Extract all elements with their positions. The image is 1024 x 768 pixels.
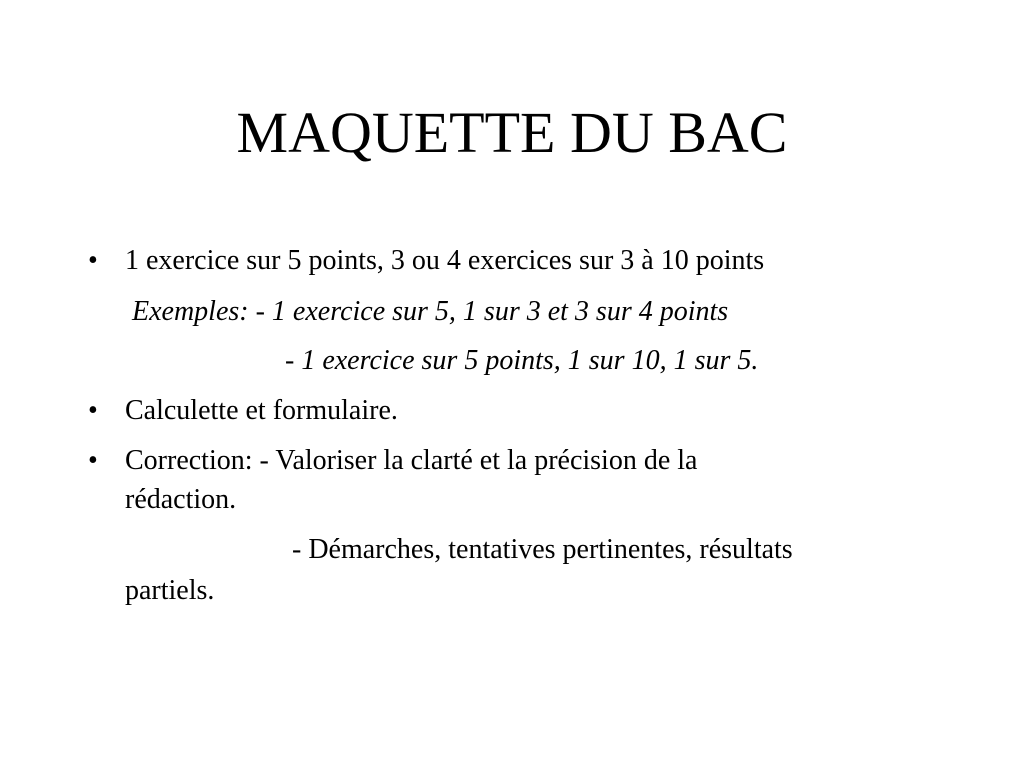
example-line-2: - 1 exercice sur 5 points, 1 sur 10, 1 sur 5. [285,345,759,376]
correction-subline-cont: partiels. [125,575,215,606]
example-line-1: Exemples: - 1 exercice sur 5, 1 sur 3 et 3 sur 4 points [132,296,729,327]
bullet-text-exercises: 1 exercice sur 5 points, 3 ou 4 exercices sur 3 à 10 points [125,245,765,276]
bullet-text-correction-cont: rédaction. [125,484,237,515]
bullet-marker: • [88,395,98,426]
bullet-marker: • [88,445,98,476]
correction-subline: - Démarches, tentatives pertinentes, résultats [292,534,793,565]
bullet-text-correction: Correction: - Valoriser la clarté et la précision de la [125,445,698,476]
slide-title: MAQUETTE DU BAC [236,100,788,165]
bullet-text-calculator: Calculette et formulaire. [125,395,398,426]
bullet-marker: • [88,245,98,276]
